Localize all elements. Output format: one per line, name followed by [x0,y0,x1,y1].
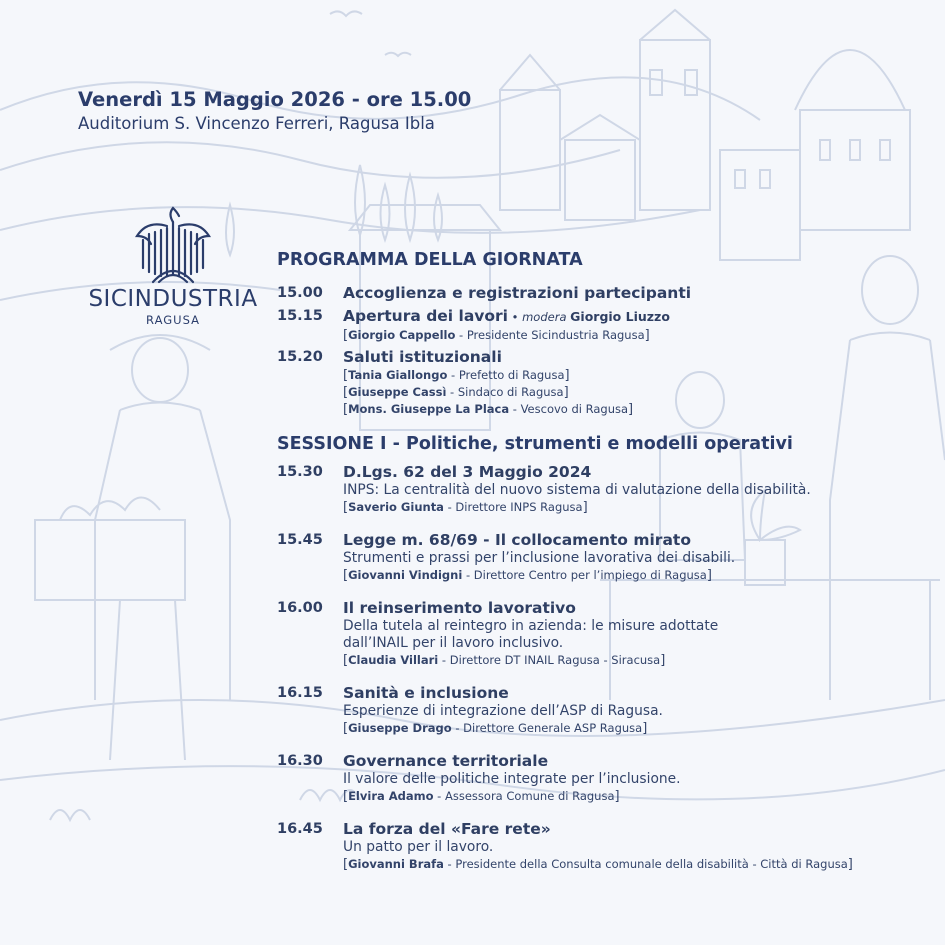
item-title: Accoglienza e registrazioni partecipanti [343,284,692,302]
event-date: Venerdì 15 Maggio 2026 - ore 15.00 [78,88,472,111]
item-title: Saluti istituzionali [343,348,502,366]
speaker-role: Direttore INPS Ragusa [455,500,583,514]
speaker: [Giorgio Cappello - Presidente Sicindustria Ragusa] [343,328,650,343]
item-title-line [343,306,917,327]
speaker-name: Tania Giallongo [348,368,448,382]
item-description: Un patto per il lavoro. [343,839,494,855]
speaker-name: Saverio Giunta [348,500,444,514]
item-title: Governance territoriale [343,752,549,770]
speaker-role: Direttore Centro per l’impiego di Ragusa [473,568,707,582]
program-item [277,347,917,418]
item-title: Apertura dei lavori [343,307,508,325]
session-item [277,819,917,873]
item-time: 16.15 [277,685,323,701]
speaker-name: Elvira Adamo [348,789,434,803]
item-description: Il valore delle politiche integrate per l’inclusione. [343,771,681,787]
item-title: Sanità e inclusione [343,684,509,702]
program-title: PROGRAMMA DELLA GIORNATA [277,250,583,270]
bird-icon [385,53,411,56]
session-item [277,598,917,669]
speaker: [Elvira Adamo - Assessora Comune di Ragusa] [343,789,620,804]
speaker-name: Giovanni Vindigni [348,568,463,582]
program-item [277,283,917,303]
speaker-name: Giovanni Brafa [348,857,444,871]
speaker: [Giuseppe Drago - Direttore Generale ASP Ragusa] [343,721,648,736]
event-header [78,87,471,135]
speaker-name: Giorgio Cappello [348,328,456,342]
speaker: [Saverio Giunta - Direttore INPS Ragusa] [343,500,588,515]
session-item [277,683,917,737]
eagle-icon [131,204,215,284]
speaker: [Giuseppe Cassì - Sindaco di Ragusa] [343,385,569,400]
item-description: Strumenti e prassi per l’inclusione lavorativa dei disabili. [343,550,736,566]
speaker-role: Direttore DT INAIL Ragusa - Siracusa [449,653,661,667]
item-description: INPS: La centralità del nuovo sistema di valutazione della disabilità. [343,482,811,498]
speaker: [Giovanni Vindigni - Direttore Centro per l’impiego di Ragusa] [343,568,712,583]
speaker-name: Giuseppe Drago [348,721,452,735]
speaker-role: Sindaco di Ragusa [457,385,564,399]
speaker: [Tania Giallongo - Prefetto di Ragusa] [343,368,570,383]
item-time: 15.15 [277,308,323,324]
moderator: • modera Giorgio Liuzzo [508,309,670,324]
item-time: 15.30 [277,464,323,480]
speaker-name: Claudia Villari [348,653,439,667]
item-time: 16.30 [277,753,323,769]
speaker-name: Mons. Giuseppe La Placa [348,402,510,416]
logo-subtitle: RAGUSA [146,313,200,327]
speaker: [Claudia Villari - Direttore DT INAIL Ragusa - Siracusa] [343,653,666,668]
speaker-role: Presidente della Consulta comunale della disabilità - Città di Ragusa [455,857,848,871]
speaker-role: Vescovo di Ragusa [520,402,629,416]
item-time: 16.45 [277,821,323,837]
item-title: Il reinserimento lavorativo [343,599,576,617]
bird-icon [330,11,362,16]
program [277,248,917,873]
item-time: 15.20 [277,349,323,365]
sicindustria-logo [88,204,258,327]
item-time: 16.00 [277,600,323,616]
session-title: SESSIONE I - Politiche, strumenti e modelli operativi [277,434,793,454]
program-item [277,306,917,344]
item-title: D.Lgs. 62 del 3 Maggio 2024 [343,463,592,481]
session-item [277,462,917,516]
item-description: Della tutela al reintegro in azienda: le misure adottate [343,618,719,634]
moderator-name: Giorgio Liuzzo [570,309,670,324]
session-item [277,530,917,584]
event-venue: Auditorium S. Vincenzo Ferreri, Ragusa Ibla [78,114,435,133]
item-time: 15.45 [277,532,323,548]
speaker: [Mons. Giuseppe La Placa - Vescovo di Ragusa] [343,402,634,417]
item-title: Legge m. 68/69 - Il collocamento mirato [343,531,691,549]
session-item [277,751,917,805]
moderator-prefix: modera [522,310,567,324]
speaker-role: Assessora Comune di Ragusa [445,789,615,803]
item-time: 15.00 [277,285,323,301]
speaker: [Giovanni Brafa - Presidente della Consulta comunale della disabilità - Città di Ragusa] [343,857,853,872]
logo-name: SICINDUSTRIA [88,286,258,312]
speaker-role: Prefetto di Ragusa [458,368,565,382]
speaker-role: Presidente Sicindustria Ragusa [466,328,645,342]
speaker-role: Direttore Generale ASP Ragusa [463,721,643,735]
item-description: Esperienze di integrazione dell’ASP di Ragusa. [343,703,663,719]
item-title: La forza del «Fare rete» [343,820,551,838]
item-description: dall’INAIL per il lavoro inclusivo. [343,635,564,651]
speaker-name: Giuseppe Cassì [348,385,447,399]
